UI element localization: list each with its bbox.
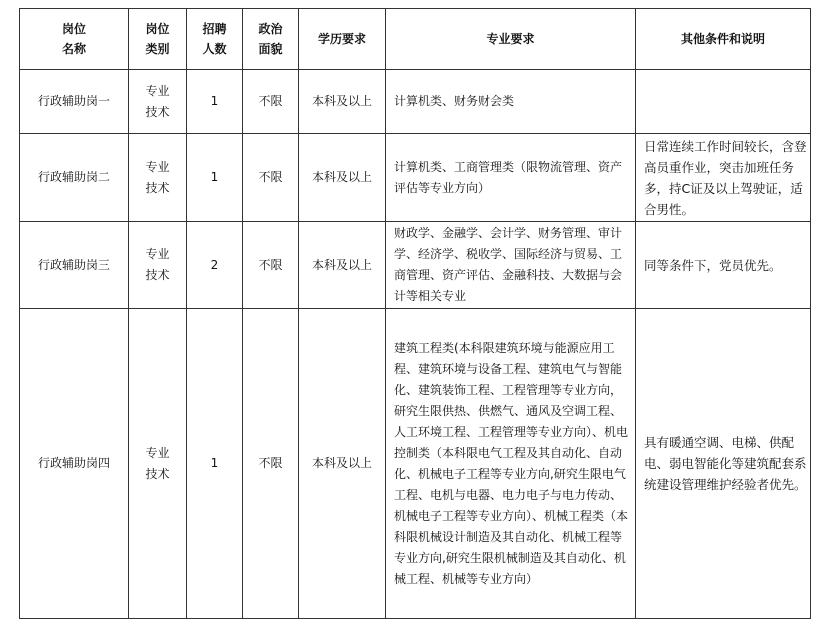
cell-position: 行政辅助岗三 (20, 222, 129, 309)
cell-education: 本科及以上 (299, 222, 386, 309)
cell-education: 本科及以上 (299, 134, 386, 222)
header-political: 政治 面貌 (243, 9, 299, 70)
cell-count: 1 (187, 70, 243, 134)
cell-count: 2 (187, 222, 243, 309)
cell-major: 建筑工程类(本科限建筑环境与能源应用工程、建筑环境与设备工程、建筑电气与智能化、建筑装饰工程、工程管理等专业方向，研究生限供热、供燃气、通风及空调工程、人工环境工程、工程管理等专业方向）、机电控制类（本科限电气工程及其自动化、自动化、机械电子工程等专业方向,研究生限电气工程、电机与电器、电力电子与电力传动、机械电子工程等专业方向）、机械工程类（本科限机械设计制造及其自动化、机械工程等专业方向,研究生限机械制造及其自动化、机械工程、机械等专业方向） (386, 309, 636, 619)
header-position: 岗位 名称 (20, 9, 129, 70)
cell-other (636, 70, 811, 134)
table-row (20, 309, 811, 619)
header-row (20, 9, 811, 70)
cell-political: 不限 (243, 222, 299, 309)
cell-major: 计算机类、工商管理类（限物流管理、资产评估等专业方向） (386, 134, 636, 222)
header-education: 学历要求 (299, 9, 386, 70)
cell-category: 专业 技术 (129, 309, 187, 619)
cell-position: 行政辅助岗一 (20, 70, 129, 134)
header-other: 其他条件和说明 (636, 9, 811, 70)
header-major: 专业要求 (386, 9, 636, 70)
cell-other: 具有暖通空调、电梯、供配电、弱电智能化等建筑配套系统建设管理维护经验者优先。 (636, 309, 811, 619)
cell-category: 专业 技术 (129, 222, 187, 309)
cell-other: 同等条件下，党员优先。 (636, 222, 811, 309)
cell-category: 专业 技术 (129, 70, 187, 134)
cell-political: 不限 (243, 70, 299, 134)
cell-major: 财政学、金融学、会计学、财务管理、审计学、经济学、税收学、国际经济与贸易、工商管理、资产评估、金融科技、大数据与会计等相关专业 (386, 222, 636, 309)
cell-count: 1 (187, 309, 243, 619)
table-row (20, 134, 811, 222)
cell-count: 1 (187, 134, 243, 222)
recruitment-table (19, 8, 811, 619)
cell-political: 不限 (243, 134, 299, 222)
table-row (20, 70, 811, 134)
cell-position: 行政辅助岗四 (20, 309, 129, 619)
table-row (20, 222, 811, 309)
cell-other: 日常连续工作时间较长，含登高员重作业，突击加班任务多，持C证及以上驾驶证，适合男性。 (636, 134, 811, 222)
header-category: 岗位 类别 (129, 9, 187, 70)
cell-education: 本科及以上 (299, 70, 386, 134)
header-count: 招聘 人数 (187, 9, 243, 70)
cell-category: 专业 技术 (129, 134, 187, 222)
cell-position: 行政辅助岗二 (20, 134, 129, 222)
cell-major: 计算机类、财务财会类 (386, 70, 636, 134)
cell-education: 本科及以上 (299, 309, 386, 619)
cell-political: 不限 (243, 309, 299, 619)
